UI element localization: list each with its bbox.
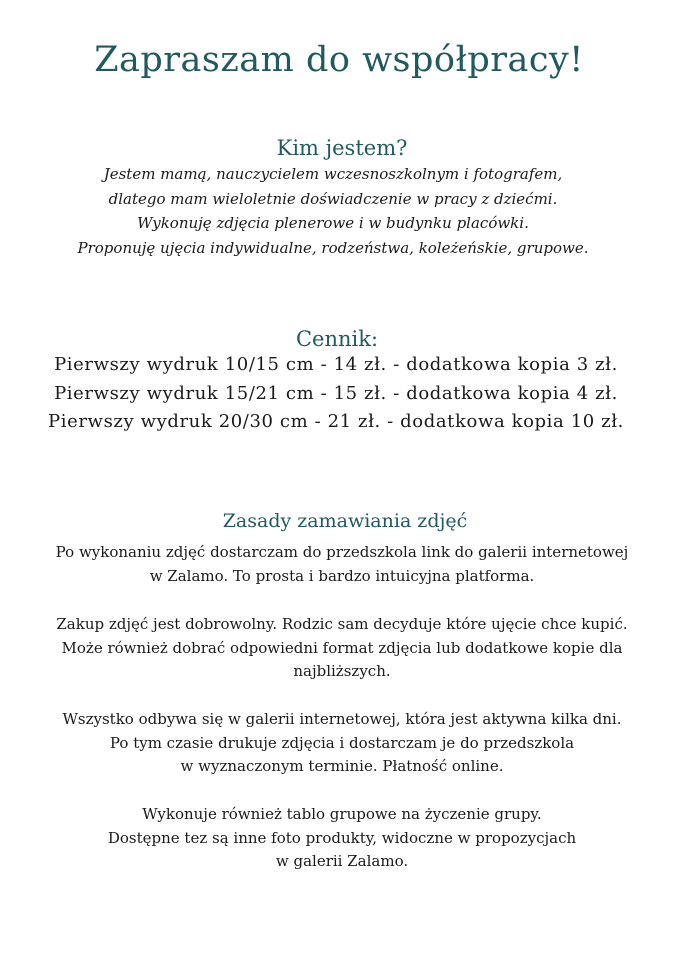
rules-line: Wszystko odbywa się w galerii internetowej, która jest aktywna kilka dni. (62, 710, 622, 728)
rules-line: Zakup zdjęć jest dobrowolny. Rodzic sam decyduje które ujęcie chce kupić. (56, 615, 628, 633)
rules-line: najbliższych. (293, 662, 391, 680)
pricing-list (0, 351, 672, 437)
rules-line: Dostępne tez są inne foto produkty, widoczne w propozycjach (107, 828, 577, 847)
rules-paragraph-purchase (0, 613, 678, 684)
pricing-heading: Cennik: (295, 327, 379, 351)
rules-paragraph-delivery (0, 708, 678, 779)
about-paragraph (0, 162, 666, 260)
price-line: Pierwszy wydruk 20/30 cm - 21 zł. - dodatkowa kopia 10 zł. (48, 411, 624, 432)
about-line: Jestem mamą, nauczycielem wczesnoszkolnym i fotografem, (103, 165, 563, 183)
price-line: Pierwszy wydruk 15/21 cm - 15 zł. - dodatkowa kopia 4 zł. (54, 382, 618, 404)
rules-line: w galerii Zalamo. (275, 852, 409, 870)
rules-heading: Zasady zamawiania zdjęć (222, 510, 468, 532)
page-title: Zapraszam do współpracy! (94, 40, 584, 80)
about-line: dlatego mam wieloletnie doświadczenie w pracy z dziećmi. (108, 189, 558, 208)
price-line: Pierwszy wydruk 10/15 cm - 14 zł. - dodatkowa kopia 3 zł. (54, 354, 618, 375)
about-line: Wykonuję zdjęcia plenerowe i w budynku placówki. (137, 214, 529, 232)
rules-paragraph-gallery-link (0, 541, 678, 588)
rules-paragraph-tablo (0, 803, 678, 874)
rules-line: Po tym czasie drukuje zdjęcia i dostarczam je do przedszkola (109, 733, 575, 752)
rules-line: w wyznaczonym terminie. Płatność online. (180, 757, 504, 775)
rules-line: Wykonuje również tablo grupowe na życzenie grupy. (142, 805, 542, 823)
about-heading: Kim jestem? (276, 136, 408, 160)
rules-line: Może również dobrać odpowiedni format zdjęcia lub dodatkowe kopie dla (61, 638, 623, 657)
about-line: Proponuję ujęcia indywidualne, rodzeństwa, koleżeńskie, grupowe. (77, 238, 589, 257)
rules-line: w Zalamo. To prosta i bardzo intuicyjna platforma. (149, 566, 535, 585)
rules-line: Po wykonaniu zdjęć dostarczam do przedszkola link do galerii internetowej (55, 543, 629, 561)
